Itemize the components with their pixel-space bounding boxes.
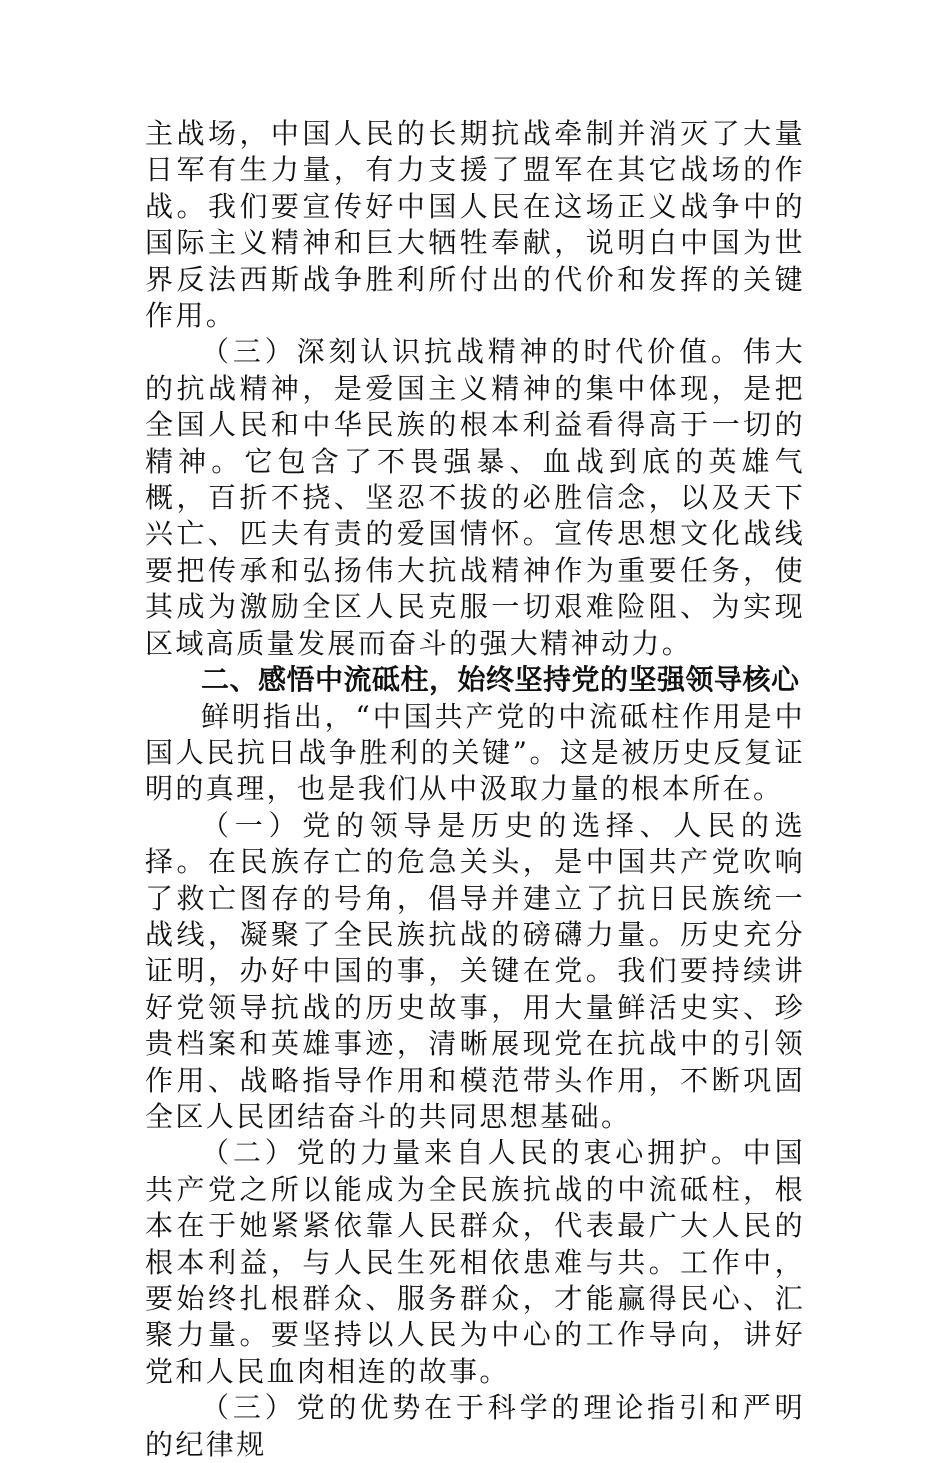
paragraph-continuation: 主战场，中国人民的长期抗战牵制并消灭了大量日军有生力量，有力支援了盟军在其它战场的作战。我们要宣传好中国人民在这场正义战争中的国际主义精神和巨大牺牲奉献，说明白中国为世界反法西斯战争胜利所付出的代价和发挥的关键作用。 bbox=[145, 117, 805, 333]
paragraph-party-leadership bbox=[145, 808, 805, 1136]
subheading-spirit-value: （三）深刻认识抗战精神的时代价值。 bbox=[201, 335, 743, 369]
paragraph-spirit-value bbox=[145, 334, 805, 662]
document-page bbox=[145, 116, 805, 1463]
section-heading-2: 二、感悟中流砥柱，始终坚持党的坚强领导核心 bbox=[201, 663, 800, 697]
paragraph-party-leadership-body: 在民族存亡的危急关头，是中国共产党吹响了救亡图存的号角，倡导并建立了抗日民族统一战线，凝聚了全民族抗战的磅礴力量。历史充分证明，办好中国的事，关键在党。我们要持续讲好党领导抗战的历史故事，用大量鲜活史实、珍贵档案和英雄事迹，清晰展现党在抗战中的引领作用、战略指导作用和模范带头作用，不断巩固全区人民团结奋斗的共同思想基础。 bbox=[145, 845, 805, 1133]
paragraph-party-advantage bbox=[145, 1390, 805, 1463]
subheading-party-leadership: （一）党的领导是历史的选择、人民的选择。 bbox=[145, 808, 805, 879]
paragraph-mainstay-intro: 鲜明指出，“中国共产党的中流砥柱作用是中国人民抗日战争胜利的关键”。这是被历史反复证明的真理，也是我们从中汲取力量的根本所在。 bbox=[145, 699, 805, 806]
paragraph-spirit-value-body: 伟大的抗战精神，是爱国主义精神的集中体现，是把全国人民和中华民族的根本利益看得高于一切的精神。它包含了不畏强暴、血战到底的英雄气概，百折不挠、坚忍不拔的必胜信念，以及天下兴亡、匹夫有责的爱国情怀。宣传思想文化战线要把传承和弘扬伟大抗战精神作为重要任务，使其成为激励全区人民克服一切艰难险阻、为实现区域高质量发展而奋斗的强大精神动力。 bbox=[145, 335, 805, 660]
subheading-party-advantage: （三）党的优势在于科学的理论指引和严明的纪律规 bbox=[145, 1391, 805, 1461]
paragraph-party-strength bbox=[145, 1135, 805, 1390]
subheading-party-strength: （二）党的力量来自人民的衷心拥护。 bbox=[201, 1136, 743, 1170]
paragraph-party-strength-body: 中国共产党之所以能成为全民族抗战的中流砥柱，根本在于她紧紧依靠人民群众，代表最广大人民的根本利益，与人民生死相依患难与共。工作中，要始终扎根群众、服务群众，才能赢得民心、汇聚力量。要坚持以人民为中心的工作导向，讲好党和人民血肉相连的故事。 bbox=[145, 1136, 805, 1388]
